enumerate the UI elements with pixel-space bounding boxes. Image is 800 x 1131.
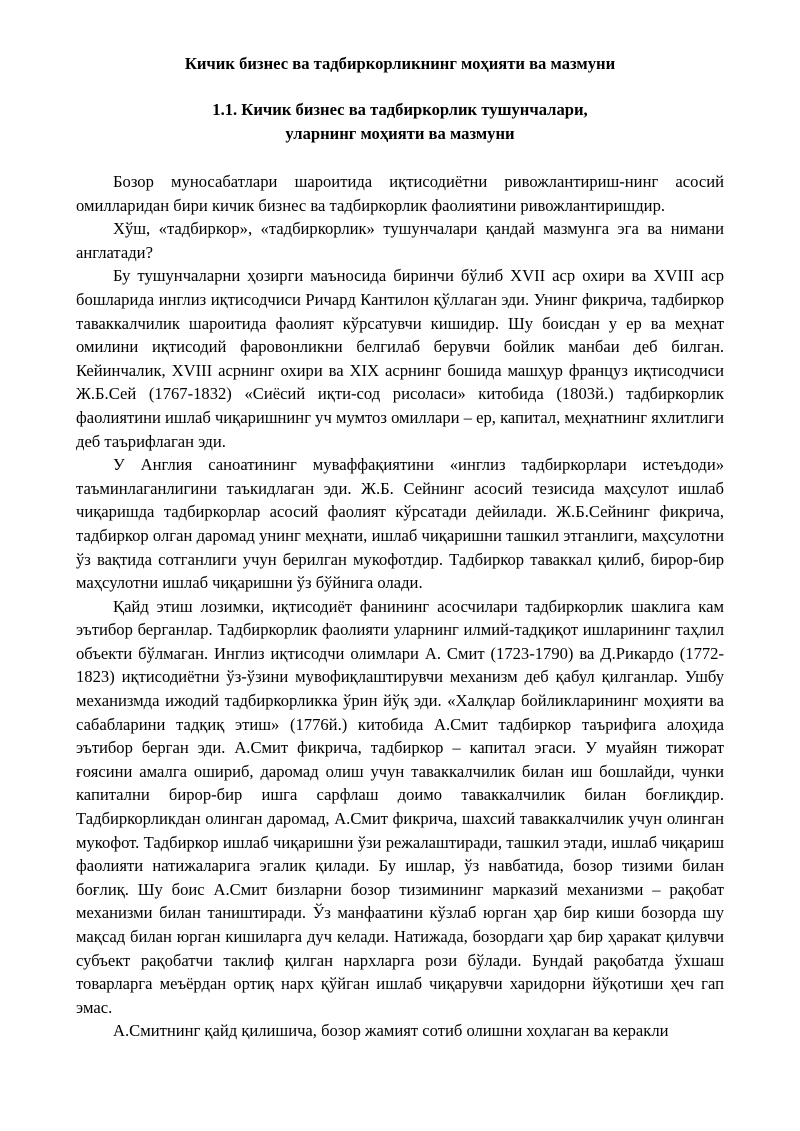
document-page xyxy=(76,52,724,1043)
paragraph-1: Бозор муносабатлари шароитида иқтисодиётни ривожлантириш-нинг асосий омилларидан бири кичик бизнес ва тадбиркорлик фаолиятини ривожлантиришдир. xyxy=(76,172,724,215)
document-title: Кичик бизнес ва тадбиркорликнинг моҳияти ва мазмуни xyxy=(184,54,616,73)
paragraph-4: У Англия саноатининг муваффақиятини «инглиз тадбиркорлари истеъдоди» таъминлаганлигини таъкидлаган эди. Ж.Б. Сейнинг асосий тезисида маҳсулот ишлаб чиқаришда тадбиркорлар асосий фаолият кўрсатади дейилади. Ж.Б.Сейнинг фикрича, тадбиркор олган даромад унинг меҳнати, ишлаб чиқаришни ташкил этганлиги, маҳсулотни ўз вақтида сотганлиги учун берилган мукофотдир. Тадбиркор таваккал қилиб, бирор-бир маҳсулотни ишлаб чиқаришни ўз бўйнига олади. xyxy=(76,455,724,593)
paragraph-3: Бу тушунчаларни ҳозирги маъносида биринчи бўлиб XVII аср охири ва XVIII аср бошларида инглиз иқтисодчиси Ричард Кантилон қўллаган эди. Унинг фикрича, тадбиркор таваккалчилик шароитида фаолият кўрсатувчи кишидир. Шу боисдан у ер ва меҳнат омилини иқтисодий фаровонликни белгилаб берувчи бойлик манбаи деб билган. Кейинчалик, XVIII асрнинг охири ва XIX асрнинг бошида машҳур француз иқтисодчиси Ж.Б.Сей (1767-1832) «Сиёсий иқти-сод рисоласи» китобида (1803й.) тадбиркорлик фаолиятини ишлаб чиқаришнинг уч мумтоз омиллари – ер, капитал, меҳнатнинг яхлитлиги деб таърифлаган эди. xyxy=(76,266,724,451)
paragraph-5: Қайд этиш лозимки, иқтисодиёт фанининг асосчилари тадбиркорлик шаклига кам эътибор берганлар. Тадбиркорлик фаолияти уларнинг илмий-тадқиқот ишларининг таҳлил объекти бўлмаган. Инглиз иқтисодчи олимлари А. Смит (1723-1790) ва Д.Рикардо (1772-1823) иқтисодиётни ўз-ўзини мувофиқлаштирувчи механизм деб қабул қилганлар. Ушбу механизмда ижодий тадбиркорликка ўрин йўқ эди. «Халқлар бойликларининг моҳияти ва сабабларини тадқиқ этиш» (1776й.) китобида А.Смит тадбиркор таърифига алоҳида эътибор берган эди. А.Смит фикрича, тадбиркор – капитал эгаси. У муайян тижорат ғоясини амалга ошириб, даромад олиш учун таваккалчилик билан иш бошлайди, чунки капитални бирор-бир ишга сарфлаш доимо таваккалчилик билан боғлиқдир. Тадбиркорликдан олинган даромад, А.Смит фикрича, шахсий таваккалчилик учун олинган мукофот. Тадбиркор ишлаб чиқаришни ўзи режалаштиради, ташкил этади, ишлаб чиқариш фаолияти натижаларига эгалик қилади. Бу ишлар, ўз навбатида, бозор тизими билан боғлиқ. Шу боис А.Смит бизларни бозор тизимининг марказий механизми – рақобат механизми билан таништиради. Ўз манфаатини кўзлаб юрган ҳар бир киши бозорда шу мақсад билан юрган кишиларга дуч келади. Натижада, бозордаги ҳар бир ҳаракат қилувчи субъект рақобатчи таклиф қилган нархларга рози бўлади. Бундай рақобатда ўхшаш товарларга меъёрдан ортиқ нарх қўйган ишлаб чиқарувчи харидорни йўқотиши ҳеч гап эмас. xyxy=(76,596,724,1017)
paragraph-2: Хўш, «тадбиркор», «тадбиркорлик» тушунчалари қандай мазмунга эга ва нимани англатади? xyxy=(76,219,724,262)
section-heading xyxy=(76,98,724,146)
section-heading-line-2: уларнинг моҳияти ва мазмуни xyxy=(285,124,515,143)
document-body xyxy=(76,170,724,1043)
paragraph-6: А.Смитнинг қайд қилишича, бозор жамият сотиб олишни хоҳлаган ва керакли xyxy=(113,1021,669,1041)
section-heading-line-1: 1.1. Кичик бизнес ва тадбиркорлик тушунчалари, xyxy=(212,100,588,119)
